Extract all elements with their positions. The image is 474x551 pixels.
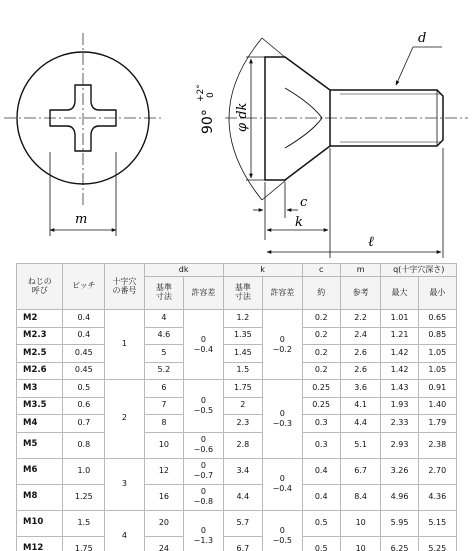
cell-size: M2.3 xyxy=(17,327,63,345)
cell-dk-tol-lower: −0.6 xyxy=(193,445,214,454)
header-recess-no: 十字穴 の番号 xyxy=(105,264,144,310)
cell-dk-tol-lower: −0.4 xyxy=(193,344,214,354)
cell-k-tol-lower: −0.2 xyxy=(272,344,293,354)
cell-dk-tol-upper: 0 xyxy=(200,435,206,444)
cell-c: 0.5 xyxy=(302,536,340,551)
cell-pitch: 1.0 xyxy=(63,458,105,484)
cell-c: 0.5 xyxy=(302,510,340,536)
header-c-approx: 約 xyxy=(302,277,340,310)
cell-q-max: 4.96 xyxy=(381,484,418,510)
header-q: q(十字穴深さ) xyxy=(381,264,457,277)
cell-k-tol xyxy=(263,310,302,380)
angle-tol-zero: 0 xyxy=(206,92,216,98)
cell-q-max: 3.26 xyxy=(381,458,418,484)
header-dk-basic: 基準 寸法 xyxy=(144,277,183,310)
cell-dk-tol-lower: −0.8 xyxy=(193,497,214,506)
cell-pitch: 1.25 xyxy=(63,484,105,510)
cell-k-tol-upper: 0 xyxy=(279,526,285,535)
cell-q-max: 2.93 xyxy=(381,432,418,458)
cell-dk-basic: 5.2 xyxy=(144,362,183,380)
cell-c: 0.2 xyxy=(302,362,340,380)
cell-m: 4.1 xyxy=(340,397,381,415)
c-dimension xyxy=(253,182,308,240)
cell-k-basic: 1.75 xyxy=(223,380,262,398)
technical-drawing xyxy=(0,0,474,262)
header-k-tol: 許容差 xyxy=(263,277,302,310)
head-top-view xyxy=(4,33,162,205)
cell-pitch: 0.6 xyxy=(63,397,105,415)
cell-c: 0.25 xyxy=(302,380,340,398)
k-label: k xyxy=(295,215,303,230)
cell-c: 0.3 xyxy=(302,432,340,458)
cell-q-min: 1.79 xyxy=(418,415,456,433)
cell-size: M5 xyxy=(17,432,63,458)
cell-dk-basic: 20 xyxy=(144,510,183,536)
cell-k-basic: 6.7 xyxy=(223,536,262,551)
screw-side-view xyxy=(225,57,468,180)
header-dk: dk xyxy=(144,264,223,277)
m-label: m xyxy=(75,212,88,227)
cell-m: 2.6 xyxy=(340,345,381,363)
table-row xyxy=(17,536,457,551)
cell-q-max: 1.42 xyxy=(381,362,418,380)
cell-k-basic: 1.5 xyxy=(223,362,262,380)
cell-k-tol-upper: 0 xyxy=(279,408,285,418)
spec-table-body xyxy=(17,310,457,551)
cell-k-tol-lower: −0.3 xyxy=(272,418,293,428)
cell-size: M8 xyxy=(17,484,63,510)
cell-dk-basic: 8 xyxy=(144,415,183,433)
cell-m: 2.6 xyxy=(340,362,381,380)
header-m-ref: 参考 xyxy=(340,277,381,310)
cell-size: M2.5 xyxy=(17,345,63,363)
cell-m: 10 xyxy=(340,510,381,536)
cell-c: 0.3 xyxy=(302,415,340,433)
cell-dk-tol xyxy=(184,432,223,458)
cell-dk-tol xyxy=(184,310,223,380)
cell-k-basic: 3.4 xyxy=(223,458,262,484)
cell-c: 0.4 xyxy=(302,458,340,484)
table-row xyxy=(17,310,457,328)
cell-dk-basic: 24 xyxy=(144,536,183,551)
table-row xyxy=(17,484,457,510)
header-k: k xyxy=(223,264,302,277)
cell-size: M3 xyxy=(17,380,63,398)
cell-size: M4 xyxy=(17,415,63,433)
cell-dk-tol xyxy=(184,510,223,551)
cell-q-min: 4.36 xyxy=(418,484,456,510)
cell-pitch: 0.4 xyxy=(63,310,105,328)
cell-pitch: 1.5 xyxy=(63,510,105,536)
cell-k-basic: 4.4 xyxy=(223,484,262,510)
cell-dk-basic: 4.6 xyxy=(144,327,183,345)
cell-k-basic: 1.45 xyxy=(223,345,262,363)
cell-q-max: 2.33 xyxy=(381,415,418,433)
cell-k-tol-lower: −0.4 xyxy=(272,484,293,493)
cell-size: M12 xyxy=(17,536,63,551)
dk-label: φ dk xyxy=(235,102,250,132)
cell-k-basic: 5.7 xyxy=(223,510,262,536)
cell-q-min: 1.05 xyxy=(418,362,456,380)
header-dk-tol: 許容差 xyxy=(184,277,223,310)
cell-dk-tol-upper: 0 xyxy=(200,487,206,496)
cell-k-tol-lower: −0.5 xyxy=(272,536,293,545)
cell-pitch: 0.8 xyxy=(63,432,105,458)
cell-pitch: 1.75 xyxy=(63,536,105,551)
cell-size: M6 xyxy=(17,458,63,484)
cell-k-basic: 1.2 xyxy=(223,310,262,328)
cell-q-min: 2.70 xyxy=(418,458,456,484)
table-row xyxy=(17,510,457,536)
table-row xyxy=(17,397,457,415)
cell-q-min: 1.05 xyxy=(418,345,456,363)
cell-dk-tol-upper: 0 xyxy=(200,526,206,535)
header-size: ねじの 呼び xyxy=(17,264,63,310)
cell-m: 8.4 xyxy=(340,484,381,510)
header-k-basic: 基準 寸法 xyxy=(223,277,262,310)
cell-q-max: 1.01 xyxy=(381,310,418,328)
angle-tol-plus: +2° xyxy=(196,84,206,102)
cell-q-max: 1.21 xyxy=(381,327,418,345)
table-row xyxy=(17,432,457,458)
cell-k-basic: 2 xyxy=(223,397,262,415)
cell-pitch: 0.4 xyxy=(63,327,105,345)
cell-dk-basic: 5 xyxy=(144,345,183,363)
cell-c: 0.2 xyxy=(302,310,340,328)
cell-dk-basic: 12 xyxy=(144,458,183,484)
cell-k-basic: 2.8 xyxy=(223,432,262,458)
cell-size: M2 xyxy=(17,310,63,328)
cell-k-tol xyxy=(263,510,302,551)
cell-pitch: 0.7 xyxy=(63,415,105,433)
cell-q-max: 1.43 xyxy=(381,380,418,398)
cell-dk-tol-upper: 0 xyxy=(200,334,206,344)
cell-m: 6.7 xyxy=(340,458,381,484)
cell-q-min: 0.91 xyxy=(418,380,456,398)
cell-dk-tol xyxy=(184,380,223,433)
c-label: c xyxy=(300,195,308,210)
cell-dk-tol-lower: −1.3 xyxy=(193,536,214,545)
cell-dk-basic: 7 xyxy=(144,397,183,415)
cell-q-min: 1.40 xyxy=(418,397,456,415)
cell-c: 0.4 xyxy=(302,484,340,510)
header-q-max: 最大 xyxy=(381,277,418,310)
dk-dimension xyxy=(235,57,268,180)
d-label: d xyxy=(418,31,427,46)
table-row xyxy=(17,362,457,380)
cell-k-tol-upper: 0 xyxy=(279,334,285,344)
header-pitch: ピッチ xyxy=(63,264,105,310)
cell-q-min: 2.38 xyxy=(418,432,456,458)
cell-pitch: 0.45 xyxy=(63,345,105,363)
cell-dk-tol-lower: −0.5 xyxy=(193,405,214,415)
cell-m: 5.1 xyxy=(340,432,381,458)
table-row xyxy=(17,345,457,363)
cell-dk-tol-upper: 0 xyxy=(200,395,206,405)
header-q-min: 最小 xyxy=(418,277,456,310)
cell-m: 2.2 xyxy=(340,310,381,328)
cell-dk-tol xyxy=(184,484,223,510)
cell-dk-tol xyxy=(184,458,223,484)
cell-q-min: 0.65 xyxy=(418,310,456,328)
cell-dk-basic: 4 xyxy=(144,310,183,328)
cell-dk-basic: 10 xyxy=(144,432,183,458)
spec-table xyxy=(16,263,457,551)
cell-recess-no: 2 xyxy=(105,380,144,459)
header-m: m xyxy=(340,264,381,277)
k-dimension xyxy=(267,148,330,258)
cell-c: 0.25 xyxy=(302,397,340,415)
cell-dk-basic: 16 xyxy=(144,484,183,510)
l-dimension xyxy=(267,148,443,258)
angle-label: 90° xyxy=(200,109,216,134)
cell-q-min: 5.25 xyxy=(418,536,456,551)
cell-q-max: 1.93 xyxy=(381,397,418,415)
cell-c: 0.2 xyxy=(302,345,340,363)
cell-m: 3.6 xyxy=(340,380,381,398)
cell-q-min: 0.85 xyxy=(418,327,456,345)
cell-m: 10 xyxy=(340,536,381,551)
cell-dk-tol-upper: 0 xyxy=(200,461,206,470)
cell-q-max: 1.42 xyxy=(381,345,418,363)
d-dimension xyxy=(396,31,442,85)
cell-k-basic: 1.35 xyxy=(223,327,262,345)
cell-q-max: 5.95 xyxy=(381,510,418,536)
table-row xyxy=(17,458,457,484)
cell-k-basic: 2.3 xyxy=(223,415,262,433)
cell-pitch: 0.5 xyxy=(63,380,105,398)
cell-dk-basic: 6 xyxy=(144,380,183,398)
cell-recess-no: 4 xyxy=(105,510,144,551)
cell-m: 2.4 xyxy=(340,327,381,345)
cell-c: 0.2 xyxy=(302,327,340,345)
cell-size: M3.5 xyxy=(17,397,63,415)
cell-recess-no: 3 xyxy=(105,458,144,510)
cell-recess-no: 1 xyxy=(105,310,144,380)
cell-size: M10 xyxy=(17,510,63,536)
table-row xyxy=(17,415,457,433)
cell-k-tol-upper: 0 xyxy=(279,474,285,483)
l-label: ℓ xyxy=(368,234,374,250)
cell-pitch: 0.45 xyxy=(63,362,105,380)
cell-k-tol xyxy=(263,458,302,510)
cell-q-max: 6.25 xyxy=(381,536,418,551)
cell-q-min: 5.15 xyxy=(418,510,456,536)
table-row xyxy=(17,380,457,398)
header-c: c xyxy=(302,264,340,277)
table-row xyxy=(17,327,457,345)
cell-size: M2.6 xyxy=(17,362,63,380)
cell-dk-tol-lower: −0.7 xyxy=(193,471,214,480)
cell-m: 4.4 xyxy=(340,415,381,433)
cell-k-tol xyxy=(263,380,302,459)
